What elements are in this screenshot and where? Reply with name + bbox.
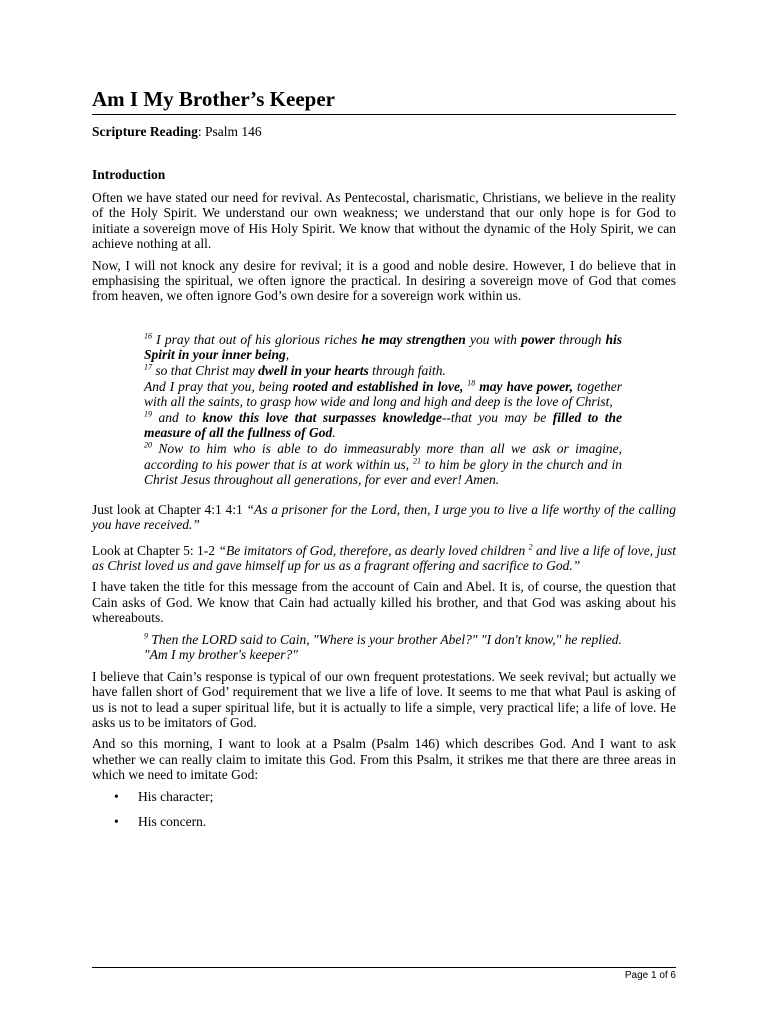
- quote-text: together with all the saints, to grasp how wide and long and high and deep is the love of Christ,: [144, 378, 623, 410]
- verse-number: 19: [144, 409, 152, 419]
- quote-text: so that Christ may: [152, 363, 259, 379]
- list-item-text: His character;: [138, 788, 214, 804]
- paragraph-4: And so this morning, I want to look at a Psalm (Psalm 146) which describes God. And I want to ask whether we can really claim to imitate this God. From this Psalm, it strikes me that there are three areas in which we need to imitate God:: [92, 736, 676, 783]
- chapter5-quote: and live a life of love, just as Christ loved us and gave himself up for us as a fragrant offering and sacrifice to God.”: [92, 542, 676, 573]
- bullet-icon: •: [114, 814, 119, 830]
- quote-text: you with: [465, 331, 522, 347]
- quote-emphasis: he may strengthen: [361, 331, 466, 347]
- quote-text: Then the LORD said to Cain, "Where is your brother Abel?" "I don't know," he replied. "Am I my brother's keeper?": [144, 631, 622, 663]
- verse-number: 16: [144, 331, 152, 341]
- quote-text: and to: [152, 409, 203, 425]
- scripture-label: Scripture Reading: [92, 124, 198, 139]
- intro-heading: Introduction: [92, 167, 166, 182]
- quote-text: --that you may be: [441, 409, 553, 425]
- list-item-text: His concern.: [138, 814, 207, 830]
- scripture-reading: [92, 123, 676, 140]
- quote-emphasis: dwell in your hearts: [258, 363, 369, 379]
- chapter5-quote: “Be imitators of God, therefore, as dearly loved children: [218, 542, 529, 558]
- chapter5-lead: Look at Chapter 5: 1-2: [92, 542, 219, 558]
- document-title: Am I My Brother’s Keeper: [92, 86, 676, 115]
- quote-text: And I pray that you, being: [144, 378, 293, 394]
- paragraph-3: I believe that Cain’s response is typical of our own frequent protestations. We seek revival; but actually we have fallen short of God’ requirement that we live a life of love. It seems to me that what Paul is asking of us is not to lead a super spiritual life, but it is actually to life a simple, very practical life; a life of love. He asks us to be imitators of God.: [92, 668, 676, 731]
- cain-paragraph: I have taken the title for this message from the account of Cain and Abel. It is, of course, the question that Cain asks of God. We know that Cain had actually killed his brother, and that God was asking about his whereabouts.: [92, 579, 676, 626]
- quote-emphasis: his Spirit in your inner being: [144, 331, 623, 363]
- verse-number: 9: [144, 631, 148, 641]
- document-page: [92, 86, 676, 839]
- page-footer: [92, 967, 676, 981]
- chapter4-lead: Just look at Chapter 4:1 4:1: [92, 501, 247, 517]
- quote-emphasis: power: [521, 331, 555, 347]
- quote-text: through: [554, 331, 602, 347]
- genesis-quote: [144, 632, 622, 663]
- paragraph-2: Now, I will not knock any desire for revival; it is a good and noble desire. However, I do believe that in emphasising the spiritual, we often ignore the practical. In desiring a sovereign move of God that comes from heaven, we often ignore God’s own desire for a sovereign work within us.: [92, 257, 676, 304]
- ephesians-quote: [144, 332, 622, 488]
- bullet-icon: •: [114, 788, 119, 804]
- quote-text: through faith.: [368, 363, 446, 379]
- quote-text: I pray that out of his glorious riches: [152, 331, 362, 347]
- quote-text: to him be glory in the church and in Christ Jesus throughout all generations, for ever and ever! Amen.: [144, 456, 622, 488]
- list-item: [114, 814, 676, 830]
- quote-text: Now to him who is able to do immeasurably more than all we ask or imagine, according to his power that is at work within us,: [144, 441, 622, 472]
- page-number: Page 1 of 6: [624, 970, 676, 981]
- verse-number: 17: [144, 362, 152, 372]
- quote-emphasis: know this love that surpasses knowledge: [202, 409, 442, 425]
- quote-emphasis: may have power,: [479, 378, 574, 394]
- quote-text: .: [332, 425, 336, 441]
- verse-number: 2: [528, 542, 533, 552]
- quote-text: ,: [285, 347, 290, 363]
- chapter4-paragraph: [92, 502, 676, 533]
- verse-number: 20: [144, 440, 152, 450]
- verse-number: 21: [412, 456, 421, 466]
- verse-number: 18: [467, 378, 476, 388]
- scripture-text: : Psalm 146: [197, 124, 262, 139]
- quote-emphasis: rooted and established in love,: [292, 378, 464, 394]
- list-item: [114, 788, 676, 804]
- chapter5-paragraph: [92, 543, 676, 574]
- bullet-list: [92, 789, 676, 830]
- paragraph-1: Often we have stated our need for revival. As Pentecostal, charismatic, Christians, we believe in the reality of the Holy Spirit. We understand our own weakness; we understand that our only hope is for God to initiate a sovereign move of His Holy Spirit. We know that without the dynamic of the Holy Spirit, we can achieve nothing at all.: [92, 190, 676, 252]
- quote-emphasis: filled to the measure of all the fullness of God: [144, 409, 622, 441]
- chapter4-quote: “As a prisoner for the Lord, then, I urge you to live a life worthy of the calling you have received.”: [92, 501, 676, 533]
